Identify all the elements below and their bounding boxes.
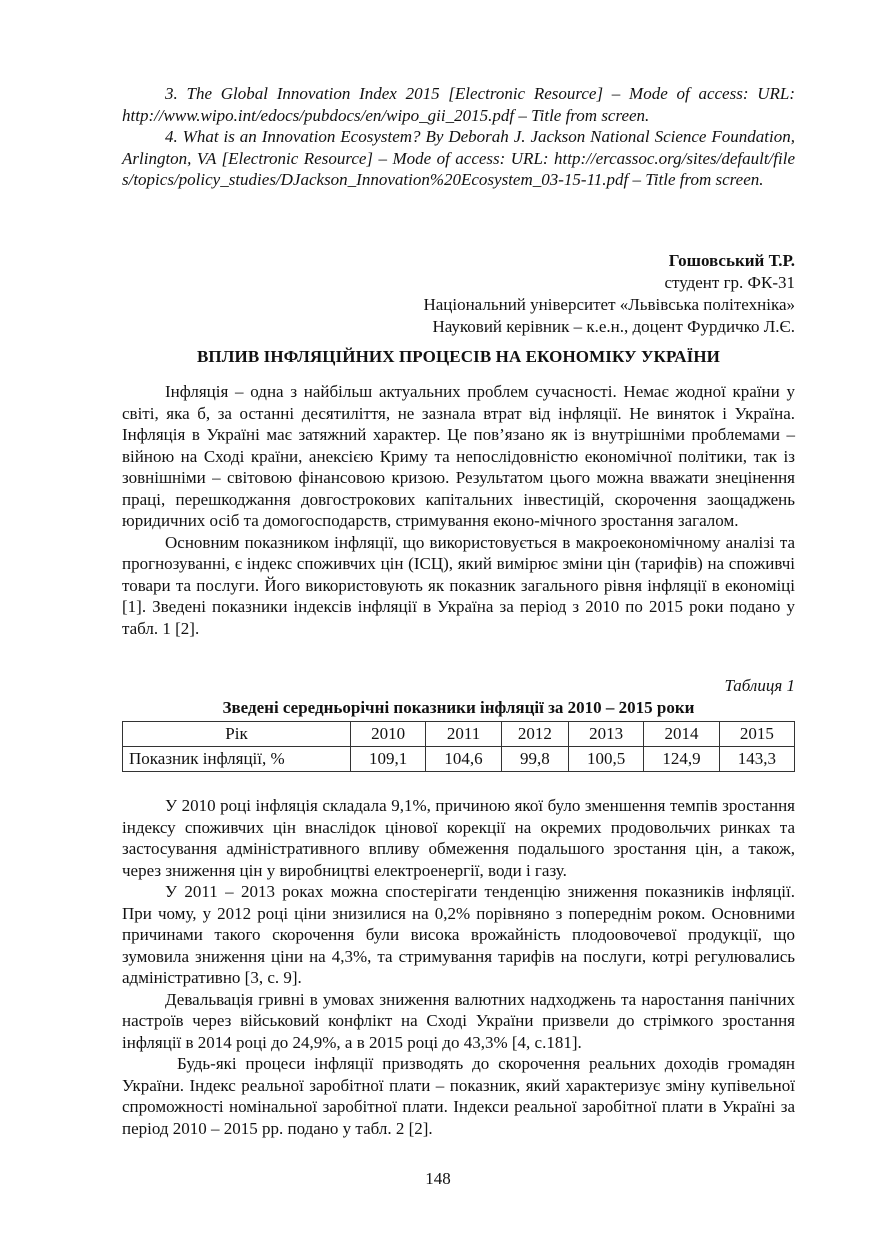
table-header-label: Рік <box>123 722 351 747</box>
table-value-cell: 124,9 <box>644 747 719 772</box>
paragraph-2: Основним показником інфляції, що використовується в макроекономічному аналізі та прогнозуванні, є індекс споживчих цін (ІСЦ), який вимірює зміни цін (тарифів) на споживчі товари та послуги. Його використовують як показник загального рівня інфляції в економіці [1]. Зведені показники індексів інфляції в Україна за період з 2010 по 2015 роки подано у табл. 1 [2]. <box>122 532 795 638</box>
table-value-cell: 109,1 <box>351 747 426 772</box>
table-year-cell: 2012 <box>501 722 568 747</box>
article-body-after-table <box>122 795 795 1139</box>
table-year-cell: 2010 <box>351 722 426 747</box>
table-value-cell: 104,6 <box>426 747 501 772</box>
author-supervisor: Науковий керівник – к.е.н., доцент Фурдичко Л.Є. <box>432 317 795 336</box>
table-header-row <box>123 722 795 747</box>
table-caption: Таблиця 1 <box>724 676 795 695</box>
table-year-cell: 2011 <box>426 722 501 747</box>
table-year-cell: 2013 <box>568 722 643 747</box>
paragraph-6: Будь-які процеси інфляції призводять до скорочення реальних доходів громадян України. Індекс реальної заробітної плати – показник, який характеризує зміну купівельної спроможності номінальної заробітної плати. Індекси реальної заробітної плати в Україні за період 2010 – 2015 рр. подано у табл. 2 [2]. <box>122 1054 795 1138</box>
page-number: 148 <box>425 1169 451 1188</box>
table-year-cell: 2014 <box>644 722 719 747</box>
inflation-table <box>122 721 795 772</box>
paragraph-5: Девальвація гривні в умовах зниження валютних надходжень та наростання панічних настроїв через військовий конфлікт на Сході України призвели до стрімкого зростання інфляції в 2014 році до 24,9%, а в 2015 році до 43,3% [4, с.181]. <box>122 989 795 1052</box>
references-list <box>122 83 795 191</box>
paragraph-1: Інфляція – одна з найбільш актуальних проблем сучасності. Немає жодної країни у світі, яка б, за останні десятиліття, не зазнала втрат від інфляції. Не виняток і Україна. Інфляція в Україні має затяжний характер. Це пов’язано як із внутрішніми проблемами – війною на Сході країни, анексією Криму та непослідовністю економічної політики, так із зовнішніми – світовою фінансовою кризою. Результатом цього можна вважати знецінення праці, перешкоджання довгострокових капітальних інвестицій, скорочення заощаджень юридичних осіб та домогосподарств, стримування еконо-мічного зростання загалом. <box>122 382 795 530</box>
paragraph-3: У 2010 році інфляція складала 9,1%, причиною якої було зменшення темпів зростання індексу споживчих цін внаслідок цінової корекції на окремих продовольчих ринках та застосування адміністративного впливу обмеження подальшого зростання цін, а також, через зниження цін у виробництві електроенергії, води і газу. <box>122 796 795 880</box>
author-university: Національний університет «Львівська політехніка» <box>423 295 795 314</box>
table-row <box>123 747 795 772</box>
table-value-cell: 143,3 <box>719 747 794 772</box>
reference-item-4: 4. What is an Innovation Ecosystem? By Deborah J. Jackson National Science Foundation, Arlington, VA [Electronic Resource] – Mode of access: URL: http://ercassoc.org/sites/default/files/topics/policy_studies/DJackson_Innovation%20Ecosystem_03-15-11.pdf – Title from screen. <box>122 127 795 189</box>
author-name: Гошовський Т.Р. <box>668 251 795 270</box>
article-body-before-table <box>122 381 795 639</box>
table-value-cell: 99,8 <box>501 747 568 772</box>
table-row-label: Показник інфляції, % <box>123 747 351 772</box>
paragraph-4: У 2011 – 2013 роках можна спостерігати тенденцію зниження показників інфляції. При чому, у 2012 році ціни знизилися на 0,2% порівняно з попереднім роком. Основними причинами такого скорочення були висока врожайність плодоовочевої продукції, що зумовила зниження ціни на 4,3%, та стримування тарифів на послуги, котрі регулювались адміністративно [3, с. 9]. <box>122 882 795 987</box>
table-title: Зведені середньорічні показники інфляції за 2010 – 2015 роки <box>222 698 695 717</box>
article-title: ВПЛИВ ІНФЛЯЦІЙНИХ ПРОЦЕСІВ НА ЕКОНОМІКУ УКРАЇНИ <box>196 347 721 366</box>
reference-item-3: 3. The Global Innovation Index 2015 [Electronic Resource] – Mode of access: URL: http://www.wipo.int/edocs/pubdocs/en/wipo_gii_2015.pdf – Title from screen. <box>122 84 795 125</box>
author-block <box>122 250 795 338</box>
table-value-cell: 100,5 <box>568 747 643 772</box>
table-year-cell: 2015 <box>719 722 794 747</box>
author-group: студент гр. ФК-31 <box>664 273 795 292</box>
